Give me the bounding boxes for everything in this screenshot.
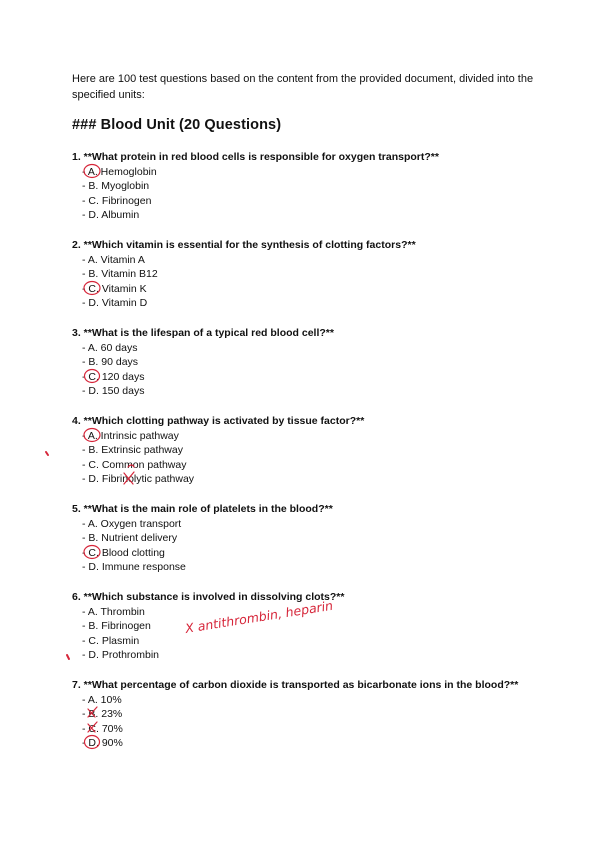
- section-heading: ### Blood Unit (20 Questions): [72, 117, 282, 133]
- question-5: [72, 502, 542, 575]
- option-d: - D. Prothrombin: [82, 649, 160, 662]
- question-4: [72, 414, 542, 487]
- question-text: 3. **What is the lifespan of a typical red blood cell?**: [72, 327, 334, 339]
- dot-mark-q4: [46, 452, 48, 455]
- option-b: - B. 90 days: [82, 356, 139, 369]
- option-c: - C. 70%: [82, 722, 123, 735]
- option-d: - D. Immune response: [82, 561, 186, 574]
- option-a: - A. Hemoglobin: [82, 165, 157, 178]
- question-text: 2. **Which vitamin is essential for the synthesis of clotting factors?**: [72, 239, 416, 251]
- option-d: - D. Fibrinolytic pathway: [82, 473, 195, 486]
- question-7: [72, 678, 542, 751]
- option-d: - D. Vitamin D: [82, 297, 148, 310]
- option-b: - B. Myoglobin: [82, 180, 150, 193]
- question-1: [72, 150, 542, 223]
- question-2: [72, 238, 542, 311]
- intro-text: Here are 100 test questions based on the content from the provided document, divided into the specified units:: [72, 73, 534, 101]
- option-a: - A. 60 days: [82, 341, 138, 354]
- option-a: - A. Intrinsic pathway: [82, 429, 179, 442]
- option-c: - C. Plasmin: [82, 634, 140, 647]
- question-6: [72, 590, 542, 663]
- option-c: - C. Blood clotting: [82, 546, 165, 559]
- option-b: - B. Fibrinogen: [82, 620, 151, 633]
- option-d: - D. 150 days: [82, 385, 145, 398]
- option-d: - D. 90%: [82, 737, 123, 750]
- question-text: 7. **What percentage of carbon dioxide is transported as bicarbonate ions in the blood?**: [72, 679, 519, 691]
- option-b: - B. Extrinsic pathway: [82, 444, 183, 457]
- question-text: 5. **What is the main role of platelets in the blood?**: [72, 503, 333, 515]
- option-c: - C. Vitamin K: [82, 282, 147, 295]
- handwritten-note: X antithrombin, heparin: [184, 597, 334, 636]
- option-b: - B. Nutrient delivery: [82, 532, 178, 545]
- option-b: - B. Vitamin B12: [82, 268, 158, 281]
- question-3: [72, 326, 542, 399]
- option-b: - B. 23%: [82, 708, 123, 721]
- option-a: - A. Thrombin: [82, 605, 145, 618]
- option-c: - C. Fibrinogen: [82, 194, 152, 207]
- question-text: 6. **Which substance is involved in dissolving clots?**: [72, 591, 345, 603]
- question-text: 1. **What protein in red blood cells is responsible for oxygen transport?**: [72, 151, 439, 163]
- option-c: - C. Common pathway: [82, 458, 187, 471]
- option-d: - D. Albumin: [82, 209, 140, 222]
- option-a: - A. Oxygen transport: [82, 517, 182, 530]
- dot-mark-q6: [67, 655, 69, 659]
- option-a: - A. 10%: [82, 693, 122, 706]
- option-c: - C. 120 days: [82, 370, 145, 383]
- option-a: - A. Vitamin A: [82, 253, 145, 266]
- question-text: 4. **Which clotting pathway is activated by tissue factor?**: [72, 415, 365, 427]
